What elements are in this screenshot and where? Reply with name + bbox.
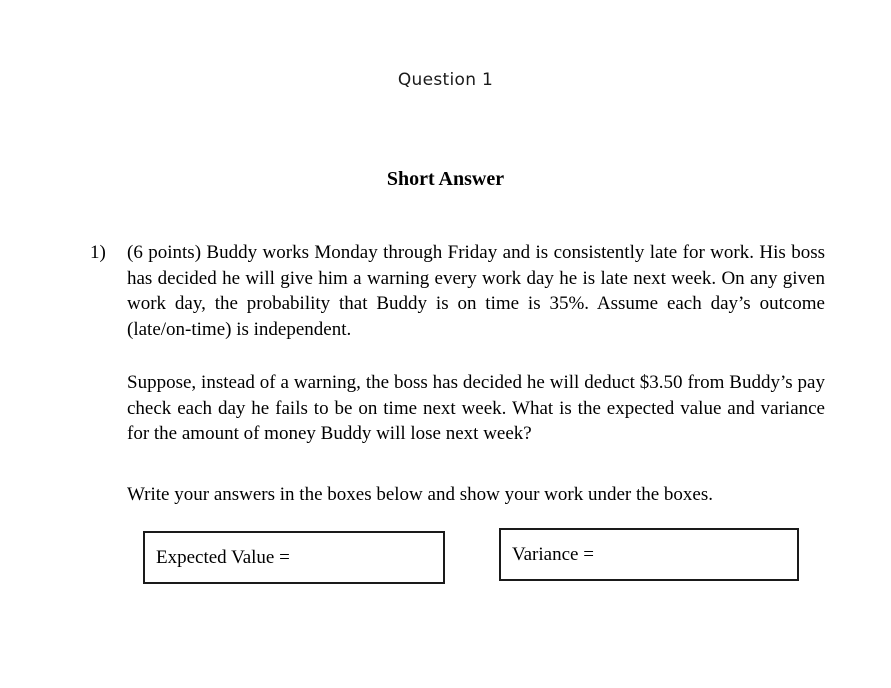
- question-body: [90, 238, 825, 447]
- expected-value-label: Expected Value =: [156, 546, 290, 568]
- question-paragraph-1: (6 points) Buddy works Monday through Friday and is consistently late for work. His boss has decided he will give him a warning every work day he is late next week. On any given work day, the probability that Buddy is on time is 35%. Assume each day’s outcome (late/on-time) is independent.: [127, 242, 825, 340]
- answer-boxes: [143, 528, 843, 588]
- answer-instruction: Write your answers in the boxes below and show your work under the boxes.: [127, 484, 713, 505]
- question-item: [90, 238, 825, 447]
- variance-label: Variance =: [512, 543, 594, 565]
- question-paragraph-2: Suppose, instead of a warning, the boss has decided he will deduct $3.50 from Buddy’s pay check each day he fails to be on time next week. What is the expected value and variance for the amount of money Buddy will lose next week?: [127, 372, 825, 444]
- question-header: Question 1: [397, 70, 494, 90]
- item-number: 1): [90, 242, 106, 263]
- expected-value-answer-box[interactable]: [143, 531, 445, 584]
- question-text-column: [127, 238, 825, 447]
- variance-answer-box[interactable]: [499, 528, 799, 581]
- section-title: Short Answer: [386, 168, 505, 190]
